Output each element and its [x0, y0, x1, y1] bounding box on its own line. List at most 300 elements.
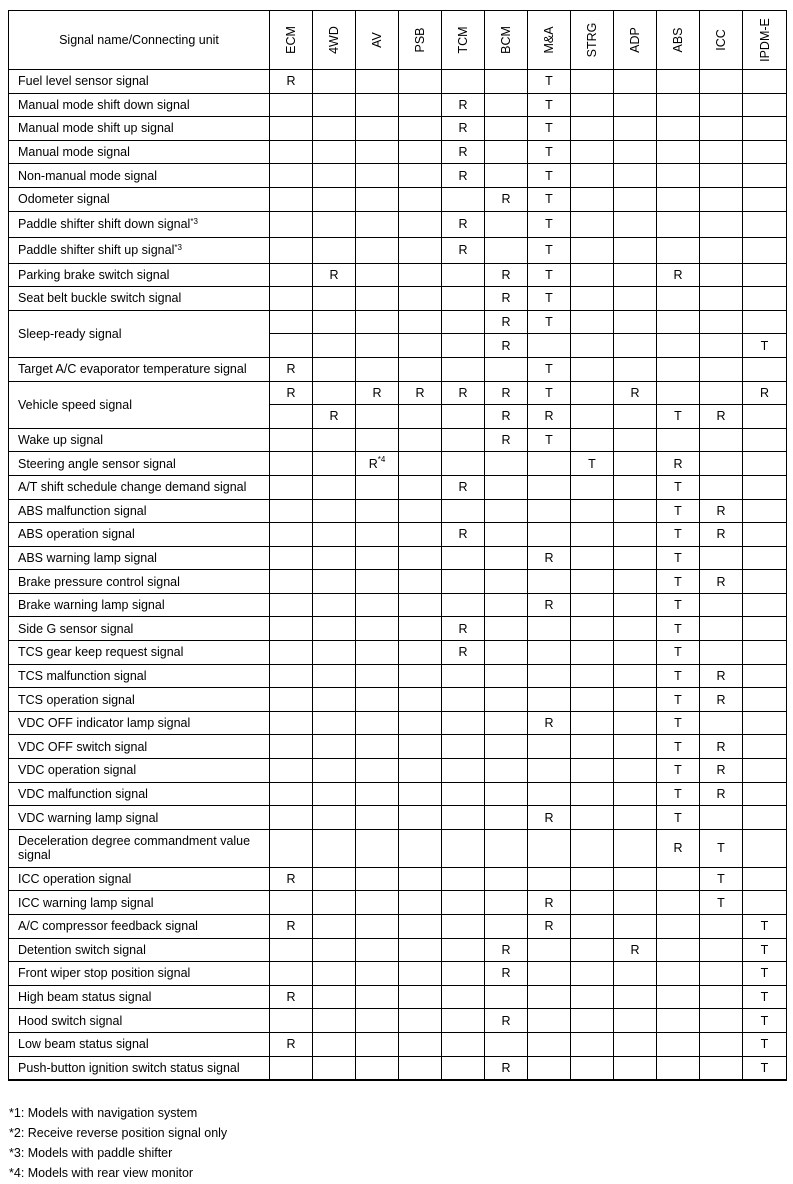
signal-unit-cell: [442, 452, 485, 476]
signal-name-cell: Vehicle speed signal: [9, 381, 270, 428]
signal-unit-cell: [442, 334, 485, 358]
signal-unit-cell: [571, 187, 614, 211]
signal-unit-cell: [700, 641, 743, 665]
signal-unit-cell: T: [528, 310, 571, 334]
signal-unit-cell: [356, 759, 399, 783]
signal-unit-cell: [614, 187, 657, 211]
unit-header-icc: ICC: [700, 11, 743, 70]
signal-unit-cell: [700, 70, 743, 94]
signal-unit-cell: [528, 1032, 571, 1056]
signal-unit-cell: R: [485, 287, 528, 311]
signal-unit-cell: [528, 664, 571, 688]
signal-unit-cell: [485, 475, 528, 499]
signal-unit-cell: [657, 70, 700, 94]
signal-unit-cell: [442, 962, 485, 986]
signal-unit-cell: [485, 985, 528, 1009]
signal-unit-cell: [270, 962, 313, 986]
signal-unit-cell: [313, 357, 356, 381]
signal-unit-cell: [743, 164, 787, 188]
signal-name-cell: Parking brake switch signal: [9, 263, 270, 287]
signal-unit-cell: [657, 357, 700, 381]
signal-unit-cell: T: [657, 523, 700, 547]
table-row: [9, 187, 787, 211]
signal-unit-cell: [270, 664, 313, 688]
signal-unit-cell: R: [485, 263, 528, 287]
signal-unit-cell: R: [270, 381, 313, 405]
signal-unit-cell: R: [442, 475, 485, 499]
signal-unit-cell: T: [528, 357, 571, 381]
signal-unit-cell: [270, 405, 313, 429]
signal-unit-cell: [614, 263, 657, 287]
signal-unit-cell: [313, 806, 356, 830]
signal-unit-cell: [485, 357, 528, 381]
signal-name-cell: Side G sensor signal: [9, 617, 270, 641]
signal-unit-cell: [442, 1032, 485, 1056]
table-row: [9, 287, 787, 311]
signal-unit-cell: [485, 452, 528, 476]
signal-unit-cell: [399, 211, 442, 237]
signal-name-cell: Paddle shifter shift up signal$^{*3}$: [9, 237, 270, 263]
signal-unit-cell: [399, 334, 442, 358]
signal-unit-cell: R: [442, 117, 485, 141]
signal-name-cell: Brake pressure control signal: [9, 570, 270, 594]
signal-unit-cell: [399, 570, 442, 594]
signal-unit-cell: [485, 688, 528, 712]
signal-unit-cell: [399, 475, 442, 499]
signal-unit-cell: [571, 263, 614, 287]
signal-unit-cell: T: [657, 688, 700, 712]
signal-unit-cell: [313, 688, 356, 712]
signal-unit-cell: [442, 688, 485, 712]
signal-unit-cell: [485, 117, 528, 141]
signal-unit-cell: [356, 187, 399, 211]
signal-unit-cell: [399, 523, 442, 547]
signal-unit-cell: R: [700, 405, 743, 429]
signal-unit-cell: [743, 475, 787, 499]
signal-unit-cell: [571, 735, 614, 759]
signal-unit-cell: [356, 641, 399, 665]
signal-unit-cell: [743, 357, 787, 381]
signal-unit-cell: [399, 164, 442, 188]
signal-unit-cell: [700, 334, 743, 358]
signal-unit-cell: [399, 310, 442, 334]
signal-unit-cell: T: [743, 915, 787, 939]
signal-name-cell: ABS warning lamp signal: [9, 546, 270, 570]
signal-unit-cell: [313, 641, 356, 665]
signal-unit-cell: [614, 1009, 657, 1033]
signal-unit-cell: [743, 570, 787, 594]
signal-unit-cell: [743, 806, 787, 830]
signal-unit-cell: R: [442, 140, 485, 164]
signal-unit-cell: [571, 428, 614, 452]
signal-unit-cell: [614, 546, 657, 570]
footnote: *4: Models with rear view monitor: [9, 1166, 194, 1180]
signal-unit-cell: [356, 475, 399, 499]
signal-unit-cell: [270, 452, 313, 476]
signal-unit-cell: [270, 310, 313, 334]
signal-unit-cell: [614, 357, 657, 381]
table-row: [9, 915, 787, 939]
signal-unit-cell: [571, 546, 614, 570]
signal-unit-cell: [614, 759, 657, 783]
signal-unit-cell: T: [528, 237, 571, 263]
signal-unit-cell: [571, 405, 614, 429]
signal-name-cell: Sleep-ready signal: [9, 310, 270, 357]
signal-unit-cell: R: [743, 381, 787, 405]
signal-unit-cell: [571, 664, 614, 688]
signal-unit-cell: T: [657, 711, 700, 735]
signal-unit-cell: R: [657, 452, 700, 476]
signal-name-cell: ABS operation signal: [9, 523, 270, 547]
signal-name-cell: TCS gear keep request signal: [9, 641, 270, 665]
signal-unit-cell: R: [442, 164, 485, 188]
signal-unit-cell: [700, 164, 743, 188]
signal-unit-cell: R: [700, 523, 743, 547]
signal-unit-cell: R: [700, 664, 743, 688]
signal-unit-cell: [270, 735, 313, 759]
signal-unit-cell: R: [528, 405, 571, 429]
signal-name-cell: ICC operation signal: [9, 867, 270, 891]
signal-unit-cell: [270, 187, 313, 211]
signal-unit-cell: [356, 962, 399, 986]
table-row: [9, 688, 787, 712]
signal-unit-cell: T: [528, 140, 571, 164]
signal-unit-cell: [399, 641, 442, 665]
signal-unit-cell: [528, 829, 571, 867]
table-row: [9, 938, 787, 962]
signal-unit-cell: [657, 985, 700, 1009]
header-row: [9, 11, 787, 70]
signal-unit-cell: [700, 546, 743, 570]
signal-unit-cell: [356, 237, 399, 263]
signal-unit-cell: T: [528, 211, 571, 237]
signal-unit-cell: [700, 1032, 743, 1056]
table-row: [9, 164, 787, 188]
signal-unit-cell: [399, 806, 442, 830]
signal-unit-cell: [270, 164, 313, 188]
signal-unit-cell: [528, 334, 571, 358]
signal-unit-cell: T: [528, 117, 571, 141]
table-row: [9, 782, 787, 806]
signal-name-cell: A/T shift schedule change demand signal: [9, 475, 270, 499]
signal-unit-cell: [399, 782, 442, 806]
signal-unit-cell: [356, 310, 399, 334]
signal-unit-cell: T: [657, 664, 700, 688]
unit-header-ecm: ECM: [270, 11, 313, 70]
signal-unit-cell: T: [743, 938, 787, 962]
signal-unit-cell: [399, 187, 442, 211]
signal-unit-cell: [399, 1032, 442, 1056]
table-row: [9, 263, 787, 287]
signal-unit-cell: [614, 806, 657, 830]
signal-unit-cell: [614, 688, 657, 712]
signal-unit-cell: T: [528, 70, 571, 94]
signal-unit-cell: [399, 962, 442, 986]
signal-unit-cell: [743, 117, 787, 141]
signal-unit-cell: T: [528, 187, 571, 211]
signal-unit-cell: [571, 1009, 614, 1033]
signal-unit-cell: [700, 962, 743, 986]
signal-unit-cell: [571, 140, 614, 164]
signal-unit-cell: [442, 187, 485, 211]
signal-unit-cell: [614, 570, 657, 594]
signal-unit-cell: [700, 1056, 743, 1080]
signal-unit-cell: [442, 735, 485, 759]
signal-unit-cell: [442, 891, 485, 915]
signal-name-cell: Manual mode shift up signal: [9, 117, 270, 141]
signal-unit-cell: [356, 735, 399, 759]
signal-unit-cell: [614, 405, 657, 429]
table-row: [9, 806, 787, 830]
signal-unit-cell: [313, 237, 356, 263]
signal-unit-cell: [313, 164, 356, 188]
signal-unit-cell: [743, 782, 787, 806]
signal-unit-cell: [571, 867, 614, 891]
signal-unit-cell: [743, 735, 787, 759]
signal-unit-cell: [442, 867, 485, 891]
table-row: [9, 357, 787, 381]
signal-unit-cell: $R^{*4}$: [356, 452, 399, 476]
signal-unit-cell: R: [442, 523, 485, 547]
unit-header-tcm: TCM: [442, 11, 485, 70]
signal-unit-cell: R: [485, 1056, 528, 1080]
signal-unit-cell: [571, 117, 614, 141]
signal-unit-cell: [313, 735, 356, 759]
signal-unit-cell: [356, 664, 399, 688]
signal-unit-cell: [700, 806, 743, 830]
signal-unit-cell: [442, 915, 485, 939]
signal-unit-cell: [614, 523, 657, 547]
signal-unit-cell: [528, 452, 571, 476]
signal-unit-cell: R: [485, 187, 528, 211]
signal-unit-cell: [571, 310, 614, 334]
signal-unit-cell: T: [657, 735, 700, 759]
signal-unit-cell: [614, 211, 657, 237]
signal-unit-cell: T: [657, 546, 700, 570]
signal-unit-cell: T: [528, 164, 571, 188]
signal-unit-cell: [442, 1009, 485, 1033]
signal-unit-cell: R: [614, 938, 657, 962]
signal-unit-cell: [614, 164, 657, 188]
signal-unit-cell: [485, 499, 528, 523]
signal-unit-cell: T: [657, 570, 700, 594]
signal-unit-cell: [270, 711, 313, 735]
signal-unit-cell: R: [442, 237, 485, 263]
table-row: [9, 593, 787, 617]
signal-name-cell: Fuel level sensor signal: [9, 70, 270, 94]
signal-unit-cell: [614, 1056, 657, 1080]
table-row: [9, 523, 787, 547]
signal-unit-cell: [743, 546, 787, 570]
signal-unit-cell: [700, 357, 743, 381]
signal-name-cell: Front wiper stop position signal: [9, 962, 270, 986]
signal-unit-cell: [356, 263, 399, 287]
signal-unit-cell: [528, 475, 571, 499]
signal-unit-cell: [442, 570, 485, 594]
signal-unit-cell: [442, 546, 485, 570]
signal-unit-cell: [270, 93, 313, 117]
signal-unit-cell: [399, 117, 442, 141]
signal-unit-cell: [571, 570, 614, 594]
signal-unit-cell: [399, 711, 442, 735]
signal-unit-cell: [399, 867, 442, 891]
signal-unit-cell: T: [743, 985, 787, 1009]
signal-unit-cell: R: [657, 829, 700, 867]
signal-name-cell: VDC OFF indicator lamp signal: [9, 711, 270, 735]
signal-name-cell: Paddle shifter shift down signal$^{*3}$: [9, 211, 270, 237]
signal-unit-cell: [657, 867, 700, 891]
signal-unit-cell: [571, 891, 614, 915]
signal-unit-cell: [528, 867, 571, 891]
signal-unit-cell: R: [485, 334, 528, 358]
signal-name-cell: Brake warning lamp signal: [9, 593, 270, 617]
signal-unit-cell: [399, 1009, 442, 1033]
signal-unit-cell: [528, 962, 571, 986]
table-row: [9, 829, 787, 867]
signal-unit-cell: R: [485, 381, 528, 405]
signal-unit-cell: [700, 140, 743, 164]
signal-unit-cell: [399, 915, 442, 939]
signal-unit-cell: [270, 523, 313, 547]
signal-unit-cell: [270, 891, 313, 915]
signal-unit-cell: [356, 499, 399, 523]
signal-unit-cell: [614, 452, 657, 476]
signal-unit-cell: [657, 93, 700, 117]
signal-unit-cell: [571, 938, 614, 962]
signal-unit-cell: [442, 70, 485, 94]
signal-unit-cell: R: [700, 499, 743, 523]
signal-unit-cell: R: [270, 1032, 313, 1056]
signal-unit-cell: T: [571, 452, 614, 476]
signal-unit-cell: [700, 263, 743, 287]
signal-unit-cell: [399, 546, 442, 570]
signal-unit-cell: R: [313, 405, 356, 429]
signal-unit-cell: [485, 617, 528, 641]
signal-unit-cell: R: [442, 381, 485, 405]
signal-unit-cell: T: [657, 405, 700, 429]
signal-unit-cell: [270, 759, 313, 783]
signal-unit-cell: [743, 237, 787, 263]
signal-name-cell: Deceleration degree commandment value signal: [9, 829, 270, 867]
signal-unit-cell: [571, 93, 614, 117]
signal-unit-cell: [356, 688, 399, 712]
signal-unit-cell: R: [700, 782, 743, 806]
signal-unit-cell: [270, 475, 313, 499]
signal-name-cell: Wake up signal: [9, 428, 270, 452]
signal-unit-cell: [571, 381, 614, 405]
unit-header-adp: ADP: [614, 11, 657, 70]
signal-unit-cell: [442, 357, 485, 381]
signal-unit-cell: R: [442, 641, 485, 665]
signal-unit-cell: T: [528, 428, 571, 452]
unit-header-bcm: BCM: [485, 11, 528, 70]
signal-unit-cell: T: [528, 381, 571, 405]
signal-unit-cell: [614, 915, 657, 939]
signal-unit-cell: [743, 287, 787, 311]
signal-table: [8, 10, 787, 1081]
signal-name-cell: Push-button ignition switch status signal: [9, 1056, 270, 1080]
signal-name-cell: Seat belt buckle switch signal: [9, 287, 270, 311]
signal-unit-cell: [313, 546, 356, 570]
signal-unit-cell: [485, 759, 528, 783]
signal-unit-cell: [485, 140, 528, 164]
signal-unit-cell: [614, 735, 657, 759]
signal-unit-cell: [528, 523, 571, 547]
signal-name-header: Signal name/Connecting unit: [9, 11, 270, 70]
signal-unit-cell: [485, 523, 528, 547]
signal-unit-cell: [528, 938, 571, 962]
signal-unit-cell: [442, 263, 485, 287]
signal-unit-cell: [743, 617, 787, 641]
signal-unit-cell: [528, 1056, 571, 1080]
signal-unit-cell: [442, 428, 485, 452]
signal-unit-cell: [485, 1032, 528, 1056]
signal-unit-cell: [399, 357, 442, 381]
signal-unit-cell: [313, 428, 356, 452]
signal-unit-cell: [743, 867, 787, 891]
unit-header-abs: ABS: [657, 11, 700, 70]
signal-unit-cell: R: [700, 688, 743, 712]
signal-unit-cell: T: [657, 806, 700, 830]
signal-name-cell: Odometer signal: [9, 187, 270, 211]
table-row: [9, 570, 787, 594]
signal-unit-cell: [442, 782, 485, 806]
signal-unit-cell: [571, 523, 614, 547]
table-row: [9, 759, 787, 783]
signal-unit-cell: [270, 938, 313, 962]
signal-unit-cell: [528, 759, 571, 783]
signal-unit-cell: [485, 641, 528, 665]
signal-unit-cell: [270, 334, 313, 358]
table-row: [9, 641, 787, 665]
signal-unit-cell: [571, 688, 614, 712]
signal-name-cell: VDC OFF switch signal: [9, 735, 270, 759]
signal-unit-cell: T: [657, 641, 700, 665]
signal-unit-cell: [442, 593, 485, 617]
footnote: *3: Models with paddle shifter: [9, 1146, 173, 1160]
signal-unit-cell: [743, 452, 787, 476]
signal-unit-cell: R: [528, 711, 571, 735]
signal-unit-cell: [485, 915, 528, 939]
signal-unit-cell: [614, 711, 657, 735]
signal-unit-cell: [270, 688, 313, 712]
signal-unit-cell: [356, 593, 399, 617]
signal-name-cell: TCS operation signal: [9, 688, 270, 712]
signal-name-cell: Hood switch signal: [9, 1009, 270, 1033]
signal-unit-cell: [614, 1032, 657, 1056]
signal-unit-cell: [356, 1032, 399, 1056]
signal-unit-cell: [270, 499, 313, 523]
signal-unit-cell: R: [270, 985, 313, 1009]
signal-unit-cell: [571, 985, 614, 1009]
signal-unit-cell: [399, 985, 442, 1009]
table-row: [9, 452, 787, 476]
signal-unit-cell: [657, 381, 700, 405]
signal-unit-cell: [399, 735, 442, 759]
signal-unit-cell: [270, 263, 313, 287]
table-row: [9, 70, 787, 94]
signal-unit-cell: R: [442, 617, 485, 641]
signal-unit-cell: [485, 164, 528, 188]
signal-unit-cell: [743, 759, 787, 783]
signal-unit-cell: [614, 867, 657, 891]
signal-unit-cell: [485, 211, 528, 237]
signal-unit-cell: [399, 688, 442, 712]
signal-unit-cell: [485, 782, 528, 806]
signal-unit-cell: [571, 1056, 614, 1080]
signal-unit-cell: [313, 711, 356, 735]
signal-unit-cell: [657, 938, 700, 962]
